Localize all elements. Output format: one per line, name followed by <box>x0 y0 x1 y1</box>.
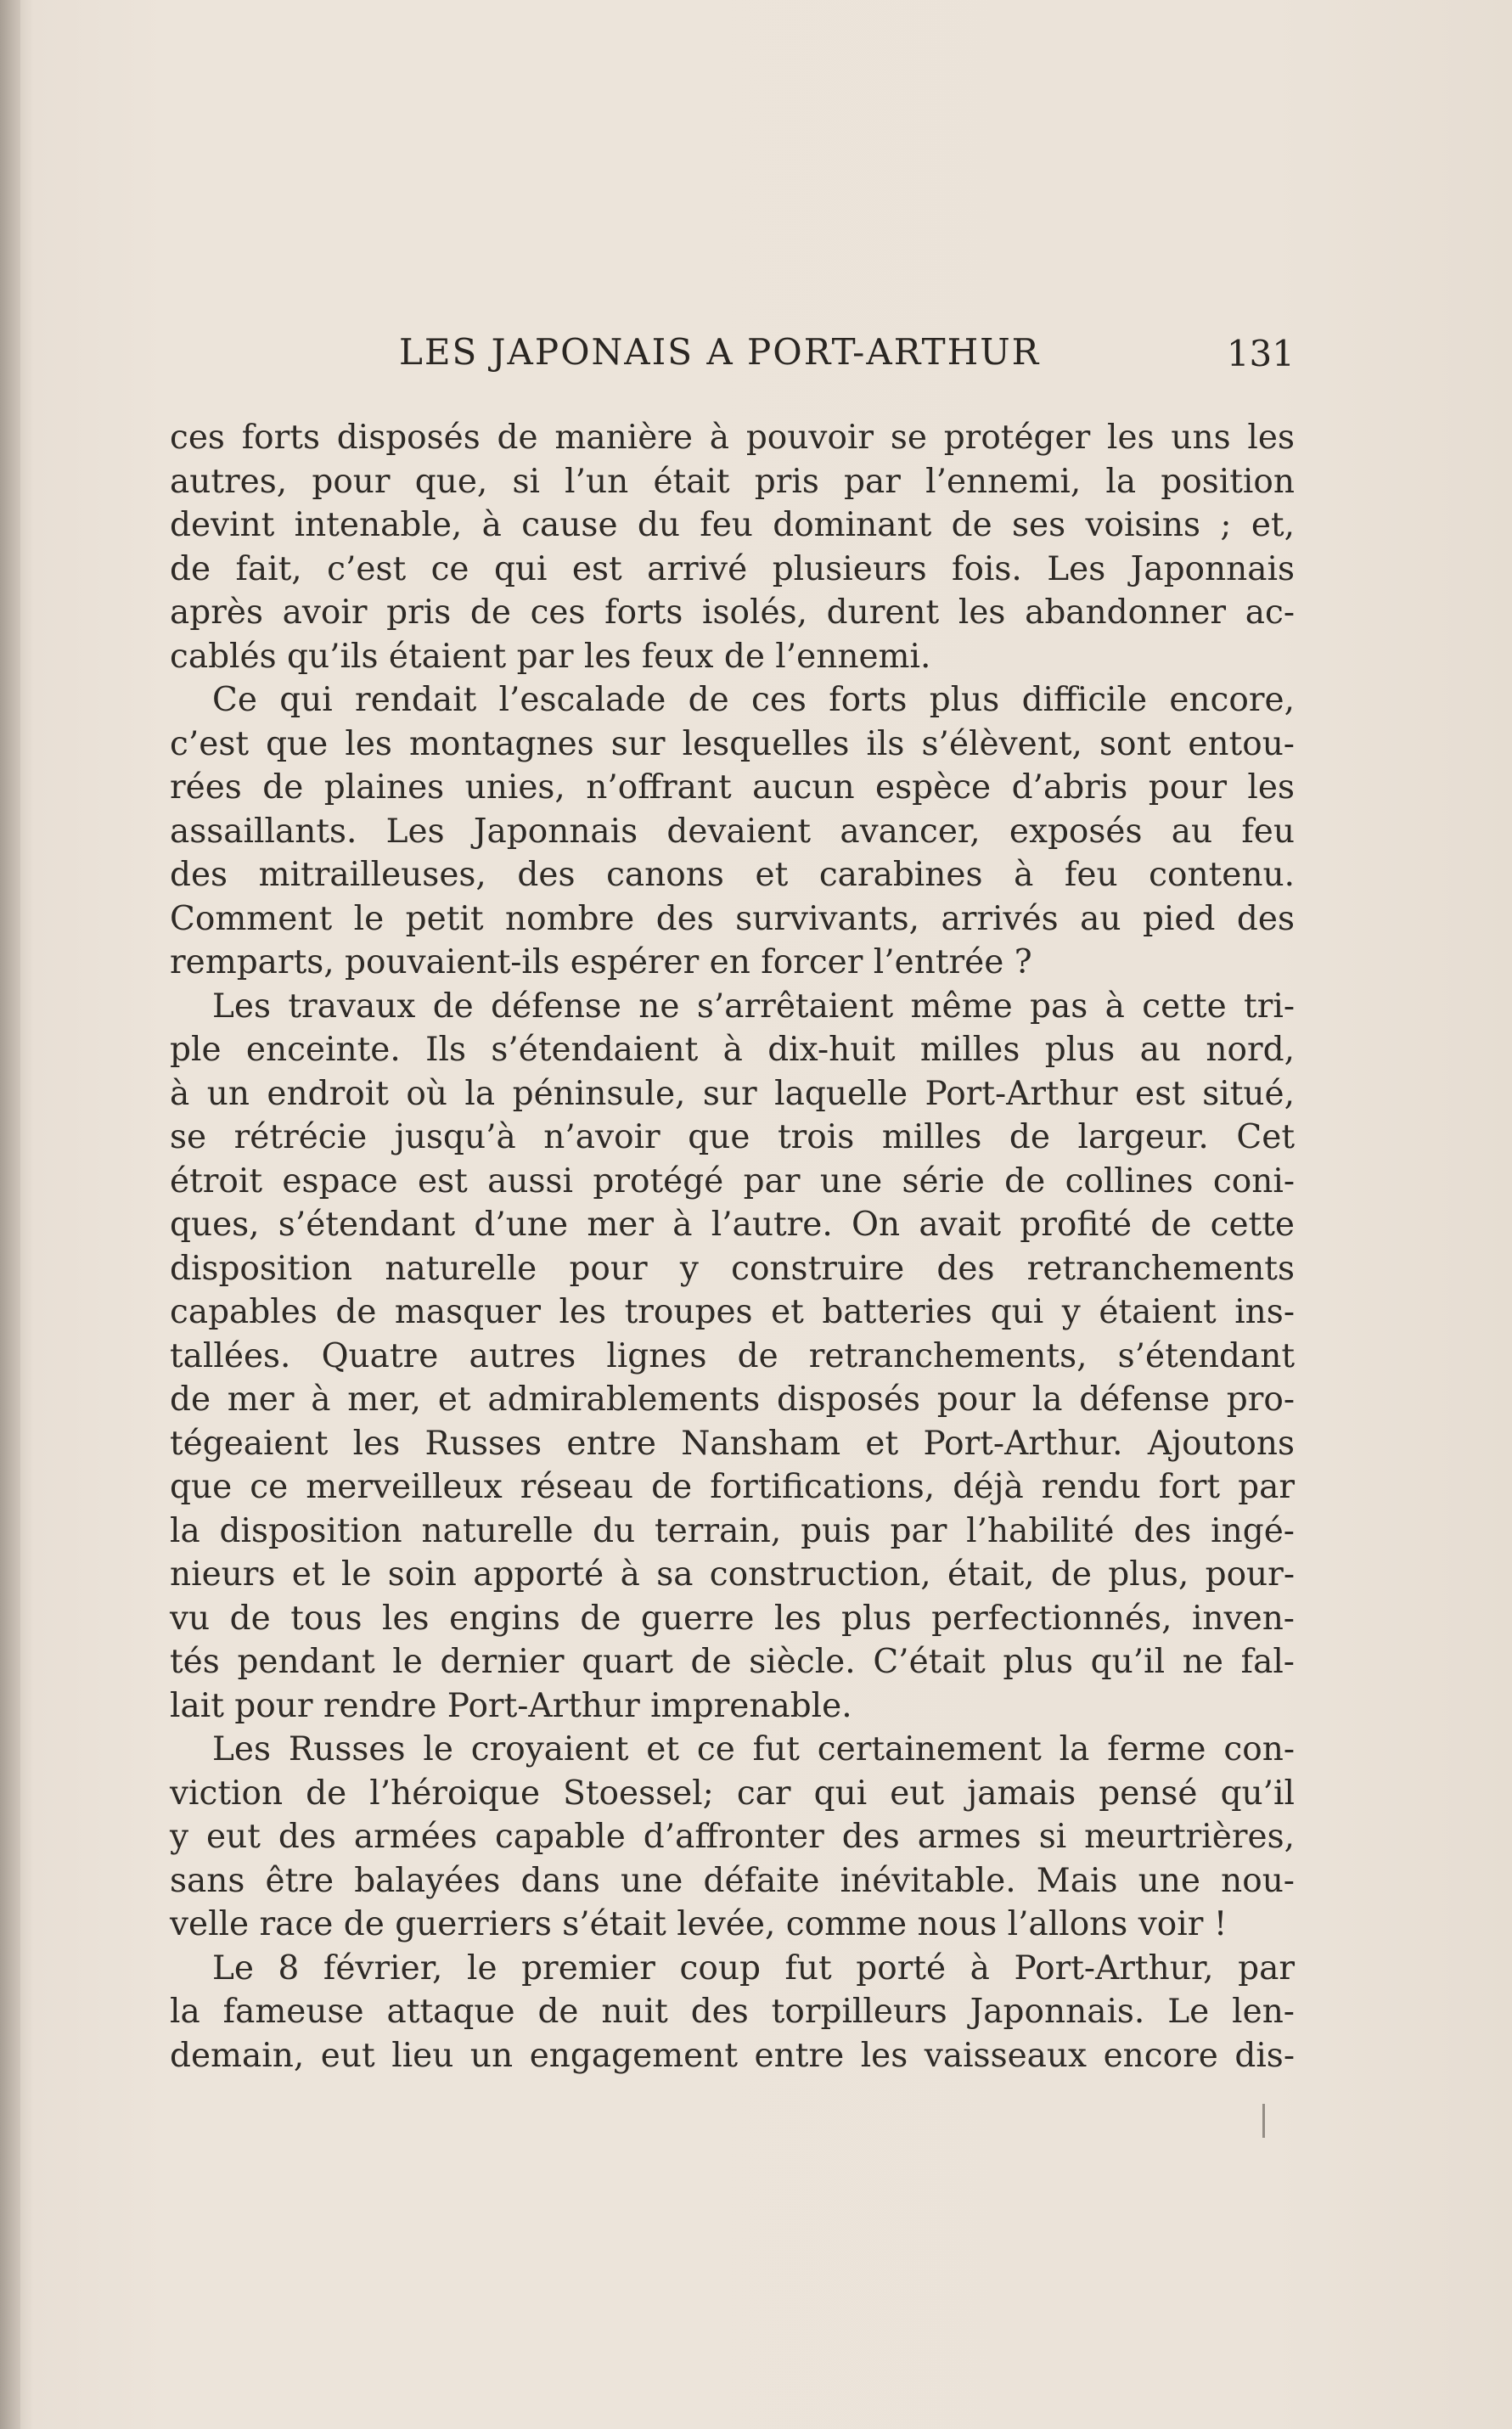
text-line: la fameuse attaque de nuit des torpilleurs Japonnais. Le len- <box>170 1993 1295 2031</box>
text-line: viction de l’héroique Stoessel; car qui eut jamais pensé qu’il <box>170 1774 1295 1813</box>
text-line: lait pour rendre Port-Arthur imprenable. <box>170 1686 852 1725</box>
text-line: cablés qu’ils étaient par les feux de l’ennemi. <box>170 637 931 676</box>
paragraph-start-line: Les Russes le croyaient et ce fut certainement la ferme con- <box>212 1730 1295 1768</box>
text-line: la disposition naturelle du terrain, puis par l’habilité des ingé- <box>170 1511 1295 1550</box>
paragraph-start-line: Les travaux de défense ne s’arrêtaient même pas à cette tri- <box>212 987 1295 1026</box>
text-line: devint intenable, à cause du feu dominant de ses voisins ; et, <box>170 506 1295 544</box>
text-line: autres, pour que, si l’un était pris par l’ennemi, la position <box>170 462 1295 501</box>
text-line: nieurs et le soin apporté à sa construction, était, de plus, pour- <box>170 1555 1295 1594</box>
margin-pencil-mark <box>1262 2104 1265 2138</box>
text-line: tallées. Quatre autres lignes de retranchements, s’étendant <box>170 1336 1295 1375</box>
text-line: sans être balayées dans une défaite inévitable. Mais une nou- <box>170 1861 1295 1900</box>
text-line: après avoir pris de ces forts isolés, durent les abandonner ac- <box>170 593 1295 632</box>
running-title: LES JAPONAIS A PORT-ARTHUR <box>399 331 1041 373</box>
text-line: disposition naturelle pour y construire des retranchements <box>170 1249 1295 1288</box>
text-line: c’est que les montagnes sur lesquelles ils s’élèvent, sont entou- <box>170 724 1295 763</box>
text-line: remparts, pouvaient-ils espérer en forcer l’entrée ? <box>170 943 1032 981</box>
text-line: des mitrailleuses, des canons et carabines à feu contenu. <box>170 856 1295 894</box>
text-line: y eut des armées capable d’affronter des armes si meurtrières, <box>170 1818 1295 1856</box>
text-line: rées de plaines unies, n’offrant aucun espèce d’abris pour les <box>170 768 1295 807</box>
text-line: velle race de guerriers s’était levée, comme nous l’allons voir ! <box>170 1905 1228 1943</box>
text-line: ces forts disposés de manière à pouvoir se protéger les uns les <box>170 419 1295 457</box>
page-header <box>170 331 1295 391</box>
text-line: assaillants. Les Japonnais devaient avancer, exposés au feu <box>170 812 1295 851</box>
text-line: ple enceinte. Ils s’étendaient à dix-huit milles plus au nord, <box>170 1031 1295 1069</box>
paragraph-start-line: Ce qui rendait l’escalade de ces forts plus difficile encore, <box>212 681 1295 719</box>
body-text <box>170 416 1295 2078</box>
page-number: 131 <box>1226 333 1295 374</box>
page-gutter-shadow <box>0 0 20 2429</box>
paragraph-start-line: Le 8 février, le premier coup fut porté à Port-Arthur, par <box>212 1948 1295 1988</box>
text-line: tégeaient les Russes entre Nansham et Port-Arthur. Ajoutons <box>170 1424 1295 1463</box>
text-line: que ce merveilleux réseau de fortifications, déjà rendu fort par <box>170 1468 1295 1506</box>
text-line: vu de tous les engins de guerre les plus perfectionnés, inven- <box>170 1599 1295 1638</box>
text-line: capables de masquer les troupes et batteries qui y étaient ins- <box>170 1293 1295 1331</box>
text-line: ques, s’étendant d’une mer à l’autre. On avait profité de cette <box>170 1206 1295 1244</box>
text-line: étroit espace est aussi protégé par une série de collines coni- <box>170 1161 1295 1200</box>
text-line: demain, eut lieu un engagement entre les vaisseaux encore dis- <box>170 2036 1295 2075</box>
text-line: tés pendant le dernier quart de siècle. C’était plus qu’il ne fal- <box>170 1643 1295 1681</box>
text-line: Comment le petit nombre des survivants, arrivés au pied des <box>170 899 1295 938</box>
text-line: de fait, c’est ce qui est arrivé plusieurs fois. Les Japonnais <box>170 549 1295 588</box>
text-line: de mer à mer, et admirablements disposés pour la défense pro- <box>170 1380 1295 1419</box>
text-line: se rétrécie jusqu’à n’avoir que trois milles de largeur. Cet <box>170 1118 1295 1156</box>
text-line: à un endroit où la péninsule, sur laquelle Port-Arthur est situé, <box>170 1074 1295 1113</box>
